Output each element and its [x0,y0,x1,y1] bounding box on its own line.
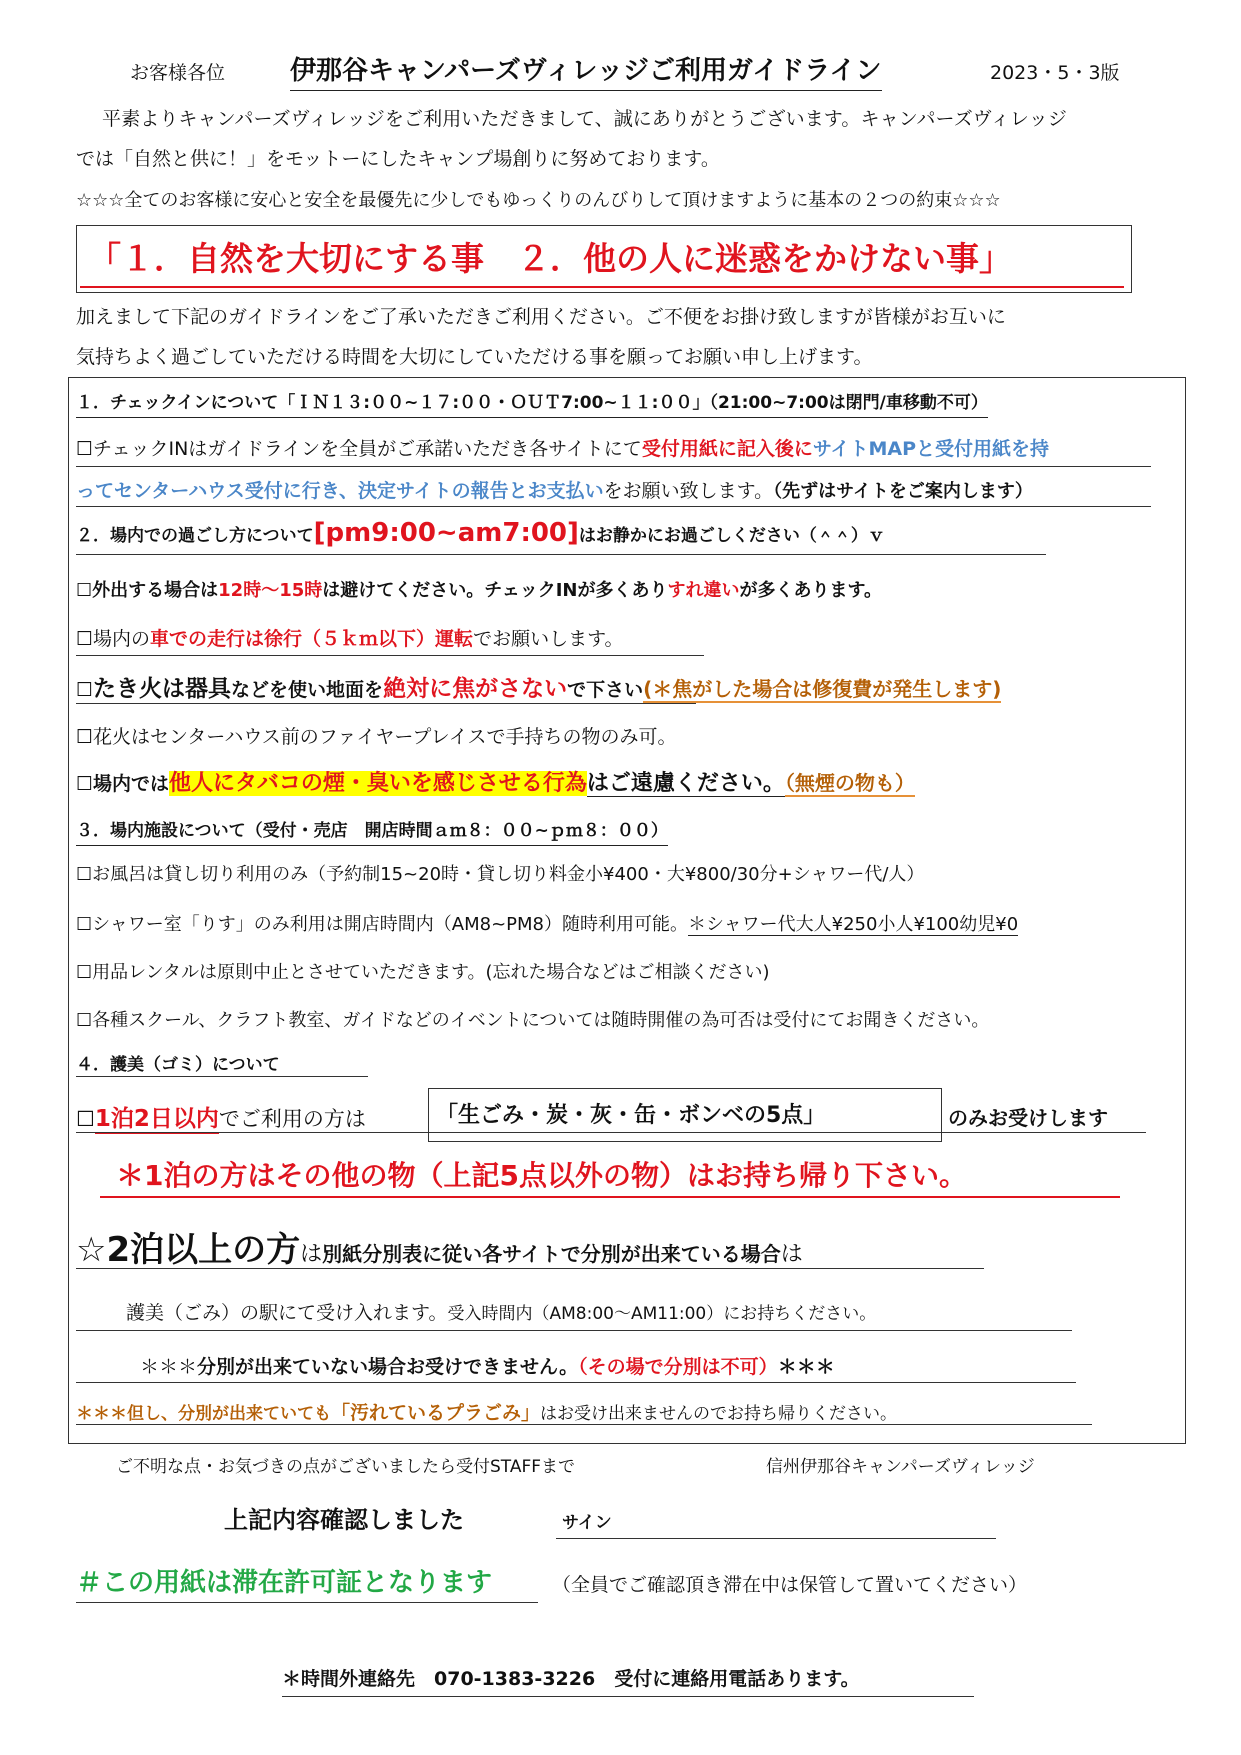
s2-r3b: たき火は器具 [93,676,232,702]
section-4-rule-1 [76,1132,1146,1133]
section-2-line-4: ☐花火はセンターハウス前のファイヤープレイスで手持ちの物のみ可。 [76,726,677,748]
section-2-line-2 [76,624,624,651]
section-4-rule-2 [100,1196,1120,1198]
s4-r1a: ☐ [76,1107,95,1131]
s2-r2c: でお願いします。 [473,628,624,650]
section-2-rule-2 [76,655,704,656]
s3-r2a: ☐シャワー室「りす」のみ利用は開店時間内（AM8~PM8）随時利用可能。 [76,914,688,935]
signature-label: サイン [562,1513,612,1533]
s2-r1e: が多くあります。 [739,580,883,601]
section-2-line-5 [76,766,915,797]
s2-r1c: は避けてください。チェックINが多くあり [322,580,668,601]
s2-r5d: （無煙の物も） [784,771,915,795]
section-3-line-1: ☐お風呂は貸し切り利用のみ（予約制15~20時・貸し切り料金小¥400・大¥800/30分+シャワー代/人） [76,864,925,885]
s4-r5a: ＊＊＊ [140,1356,198,1378]
promise-text: 「１．自然を大切にする事 ２．他の人に迷惑をかけない事」 [88,239,1012,278]
s2-r2b: 車での走行は徐行（５ｋｍ以下）運転 [150,628,474,650]
section-1-rule-2 [76,506,1151,507]
permit-notice: ＃この用紙は滞在許可証となります [76,1568,493,1598]
s2-heading-time: [pm9:00~am7:00] [313,518,579,548]
s2-r3c: などを使い地面を [231,679,384,701]
s4-r6b: 「汚れているプラごみ」 [331,1402,541,1424]
section-2-rule-3 [76,703,696,704]
page-title: 伊那谷キャンパーズヴィレッジご利用ガイドライン [290,50,882,91]
emergency-contact: ＊時間外連絡先 070-1383-3226 受付に連絡用電話あります。 [282,1668,860,1690]
s2-r3e: で下さい [567,679,644,701]
confirmation-label: 上記内容確認しました [224,1506,464,1534]
section-1-line-1 [76,434,1049,461]
s4-r5b: 分別が出来ていない場合お受けできません。 [197,1356,579,1378]
s2-heading-a: ２．場内での過ごし方について [76,526,314,546]
intro-line-2: では「自然と供に！」をモットーにしたキャンプ場創りに努めております。 [76,148,720,170]
promise-underline [80,286,1124,288]
section-4-heading: ４．護美（ゴミ）について [76,1055,280,1075]
section-4-rule-3 [76,1268,984,1269]
section-4-line-6 [76,1398,897,1425]
s2-r3a: ☐ [76,679,94,701]
permit-note: （全員でご確認頂き滞在中は保管して置いてください） [552,1574,1028,1596]
s4-r1b: 1泊2日以内 [94,1106,219,1132]
contact-note: ご不明な点・お気づきの点がございましたら受付STAFFまで [116,1457,576,1477]
s1-text-f: （先ずはサイトをご案内します） [773,481,1033,502]
section-1-line-2 [76,476,1033,503]
s1-text-e: をお願い致します。 [603,480,774,502]
section-4-heading-rule [76,1076,368,1077]
s1-text-a: ☐チェックINはガイドラインを全員がご承諾いただき各サイトにて [76,438,642,460]
intro-line-4: 加えまして下記のガイドラインをご了承いただきご利用ください。ご不便をお掛け致しますが皆様がお互いに [76,306,1006,328]
five-items-text: 「生ごみ・炭・灰・缶・ボンベの5点」 [436,1103,826,1128]
section-2-line-3 [76,670,1001,703]
section-4-line-2: ＊1泊の方はその他の物（上記5点以外の物）はお持ち帰り下さい。 [116,1159,967,1192]
version-label: 2023・5・3版 [990,62,1120,84]
s4-r5d: ＊＊＊ [777,1356,835,1378]
s4-r3d: は [780,1242,803,1267]
organization-name: 信州伊那谷キャンパーズヴィレッジ [766,1457,1035,1477]
s2-r1b: 12時～15時 [218,580,323,601]
s2-r5b-highlight: 他人にタバコの煙・臭いを感じさせる行為 [169,771,587,796]
section-3-line-3: ☐用品レンタルは原則中止とさせていただきます。(忘れた場合などはご相談ください) [76,962,770,983]
section-4-rule-4 [76,1330,1072,1331]
signature-line[interactable] [556,1538,996,1539]
section-3-line-4: ☐各種スクール、クラフト教室、ガイドなどのイベントについては随時開催の為可否は受付にてお聞きください。 [76,1010,990,1031]
s1-text-d: ってセンターハウス受付に行き、決定サイトの報告とお支払い [76,480,604,502]
section-1-rule-1 [76,466,1151,467]
section-4-line-1 [76,1100,366,1133]
section-2-heading [76,518,885,548]
s2-r3f: (＊焦がした場合は修復費が発生します) [643,677,1002,701]
section-3-heading: ３．場内施設について（受付・売店 開店時間ａｍ８：００~ｐｍ８：００） [76,816,668,846]
section-4-line-3 [76,1222,803,1271]
s4-r4b: 受入時間内（AM8:00～AM11:00）にお持ちください。 [447,1304,877,1324]
s2-r1d: すれ違い [667,580,740,601]
s2-r1a: ☐外出する場合は [76,580,219,601]
recipient-line: お客様各位 [130,62,226,84]
s4-r6a: ＊＊＊但し、分別が出来ていても [76,1404,331,1424]
s2-r5a: ☐場内では [76,773,170,795]
s4-r5c: （その場で分別は不可） [578,1356,778,1378]
section-2-line-1 [76,576,882,602]
emergency-underline [282,1696,974,1697]
s1-text-b: 受付用紙に記入後に [641,438,813,460]
section-4-line-1-end: のみお受けします [948,1106,1108,1130]
s2-r5c: はご遠慮ください。 [586,771,785,796]
s4-r3b: は [300,1242,323,1267]
s2-r3d: 絶対に焦がさない [383,676,568,702]
intro-line-5: 気持ちよく過ごしていただける時間を大切にしていただける事を願ってお願い申し上げます。 [76,346,873,368]
intro-line-1: 平素よりキャンパーズヴィレッジをご利用いただきまして、誠にありがとうございます。キャンパーズヴィレッジ [102,108,1067,130]
s4-r1c: でご利用の方は [218,1107,366,1131]
section-3-line-2 [76,910,1018,936]
section-4-rule-5 [76,1382,1076,1383]
section-4-rule-6 [76,1424,1092,1425]
s2-heading-c: はお静かにお過ごしください（＾＾）ｖ [578,526,885,546]
section-2-heading-rule [76,554,1046,555]
s2-r2a: ☐場内の [76,628,151,650]
section-1-heading: １．チェックインについて「ＩＮ１３:００~１７:００・ＯＵＴ7:00~１１:００」（21:00~7:00は閉門/車移動不可） [76,388,988,418]
section-4-line-5 [140,1352,835,1379]
s4-r3c: 別紙分別表に従い各サイトで分別が出来ている場合 [322,1242,781,1266]
intro-line-3: ☆☆☆全てのお客様に安心と安全を最優先に少しでもゆっくりのんびりして頂けますように基本の２つの約束☆☆☆ [76,190,1001,211]
s4-r6c: はお受け出来ませんのでお持ち帰りください。 [540,1404,898,1424]
s1-text-c: サイトMAPと受付用紙を持 [812,438,1050,460]
permit-underline [76,1602,538,1603]
s4-r3a: ☆2泊以上の方 [76,1230,301,1270]
s3-r2b: ＊シャワー代大人¥250小人¥100幼児¥0 [688,914,1019,935]
s4-r4a: 護美（ごみ）の駅にて受け入れます。 [126,1302,448,1324]
section-4-line-4 [126,1298,876,1325]
